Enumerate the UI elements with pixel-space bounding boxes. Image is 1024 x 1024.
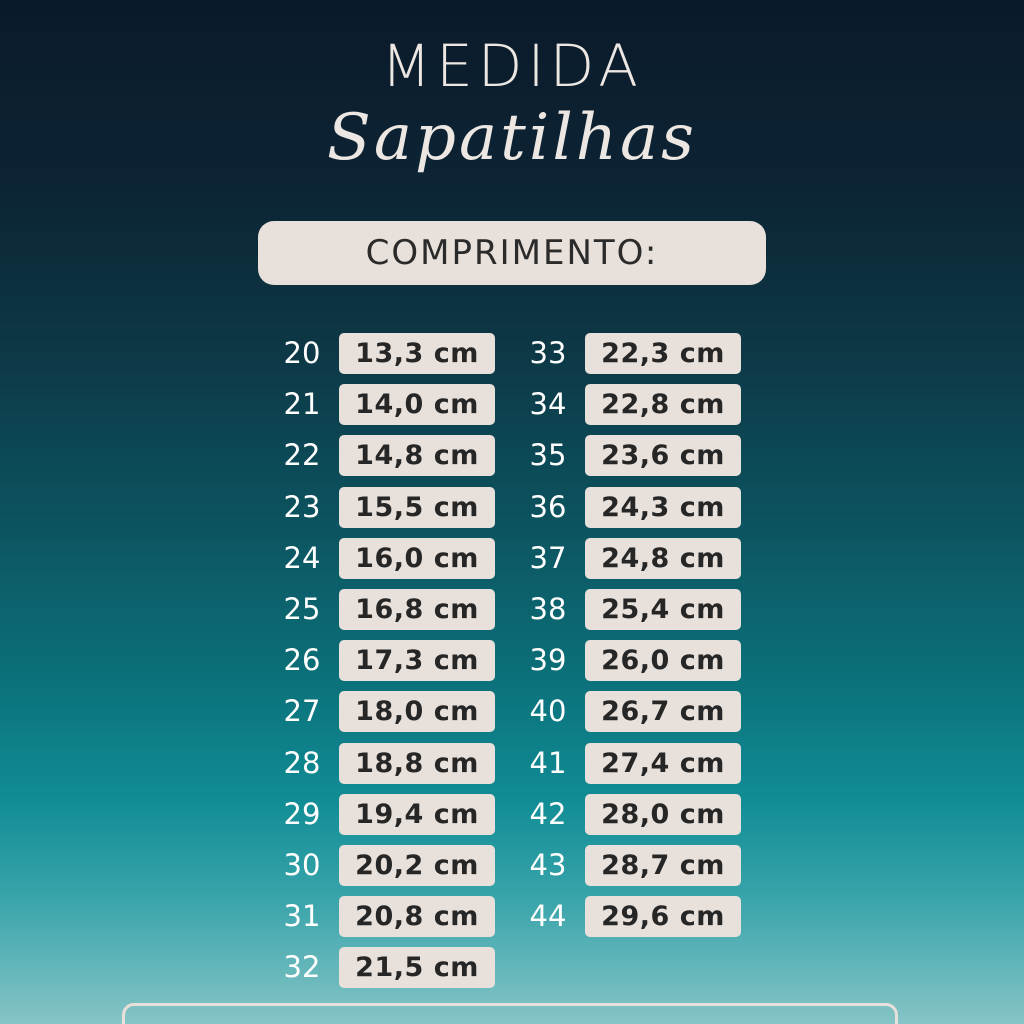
foot-length: 27,4 cm	[585, 743, 741, 784]
shoe-size: 30	[283, 847, 321, 882]
size-row	[518, 743, 758, 794]
size-row	[272, 896, 512, 947]
size-row	[272, 384, 512, 435]
size-row	[518, 691, 758, 742]
shoe-size: 22	[283, 438, 321, 473]
foot-length: 25,4 cm	[585, 589, 741, 630]
size-row	[272, 845, 512, 896]
size-row	[272, 538, 512, 589]
foot-length: 17,3 cm	[339, 640, 495, 681]
shoe-size: 39	[529, 643, 567, 678]
size-table-right	[518, 333, 758, 947]
foot-length: 21,5 cm	[339, 947, 495, 988]
foot-length: 22,3 cm	[585, 333, 741, 374]
size-row	[272, 435, 512, 486]
shoe-size: 20	[283, 336, 321, 370]
shoe-size: 21	[283, 387, 321, 422]
foot-length: 28,7 cm	[585, 845, 741, 886]
shoe-size: 24	[283, 540, 321, 575]
size-row	[518, 640, 758, 691]
shoe-size: 40	[529, 694, 567, 729]
shoe-size: 35	[529, 438, 567, 473]
foot-length: 28,0 cm	[585, 794, 741, 835]
shoe-size: 28	[283, 745, 321, 780]
size-row	[518, 538, 758, 589]
foot-length: 22,8 cm	[585, 384, 741, 425]
foot-length: 15,5 cm	[339, 487, 495, 528]
foot-length: 20,2 cm	[339, 845, 495, 886]
shoe-size: 42	[529, 796, 567, 831]
foot-length: 23,6 cm	[585, 435, 741, 476]
size-row	[272, 794, 512, 845]
foot-length: 13,3 cm	[339, 333, 495, 374]
foot-length: 29,6 cm	[585, 896, 741, 937]
size-table-left	[272, 333, 512, 998]
size-row	[518, 333, 758, 384]
size-row	[518, 487, 758, 538]
shoe-size: 43	[529, 847, 567, 882]
size-row	[272, 947, 512, 998]
shoe-size: 36	[529, 489, 567, 524]
shoe-size: 37	[529, 540, 567, 575]
shoe-size: 25	[283, 591, 321, 626]
size-row	[272, 743, 512, 794]
foot-length: 19,4 cm	[339, 794, 495, 835]
foot-length: 16,0 cm	[339, 538, 495, 579]
foot-length: 26,7 cm	[585, 691, 741, 732]
size-row	[518, 794, 758, 845]
shoe-size: 38	[529, 591, 567, 626]
size-row	[272, 487, 512, 538]
section-label: COMPRIMENTO:	[258, 221, 766, 285]
shoe-size: 29	[283, 796, 321, 831]
shoe-size: 31	[283, 899, 321, 934]
size-row	[272, 589, 512, 640]
shoe-size: 41	[529, 745, 567, 780]
size-row	[518, 845, 758, 896]
size-row	[518, 589, 758, 640]
size-row	[518, 435, 758, 486]
size-row	[272, 333, 512, 384]
foot-length: 16,8 cm	[339, 589, 495, 630]
shoe-size: 27	[283, 694, 321, 729]
size-row	[272, 691, 512, 742]
shoe-size: 34	[529, 387, 567, 422]
foot-length: 18,0 cm	[339, 691, 495, 732]
foot-length: 24,8 cm	[585, 538, 741, 579]
size-row	[518, 896, 758, 947]
size-row	[518, 384, 758, 435]
page-title: MEDIDA	[381, 32, 643, 100]
shoe-size: 32	[283, 950, 321, 985]
page-subtitle: Sapatilhas	[327, 101, 697, 175]
shoe-size: 26	[283, 643, 321, 678]
foot-length: 18,8 cm	[339, 743, 495, 784]
shoe-size: 33	[529, 336, 567, 370]
foot-length: 20,8 cm	[339, 896, 495, 937]
foot-length: 26,0 cm	[585, 640, 741, 681]
shoe-size: 44	[529, 899, 567, 934]
foot-length: 14,8 cm	[339, 435, 495, 476]
shoe-size: 23	[283, 489, 321, 524]
size-row	[272, 640, 512, 691]
foot-length: 24,3 cm	[585, 487, 741, 528]
bottom-note-box	[122, 1003, 898, 1024]
foot-length: 14,0 cm	[339, 384, 495, 425]
